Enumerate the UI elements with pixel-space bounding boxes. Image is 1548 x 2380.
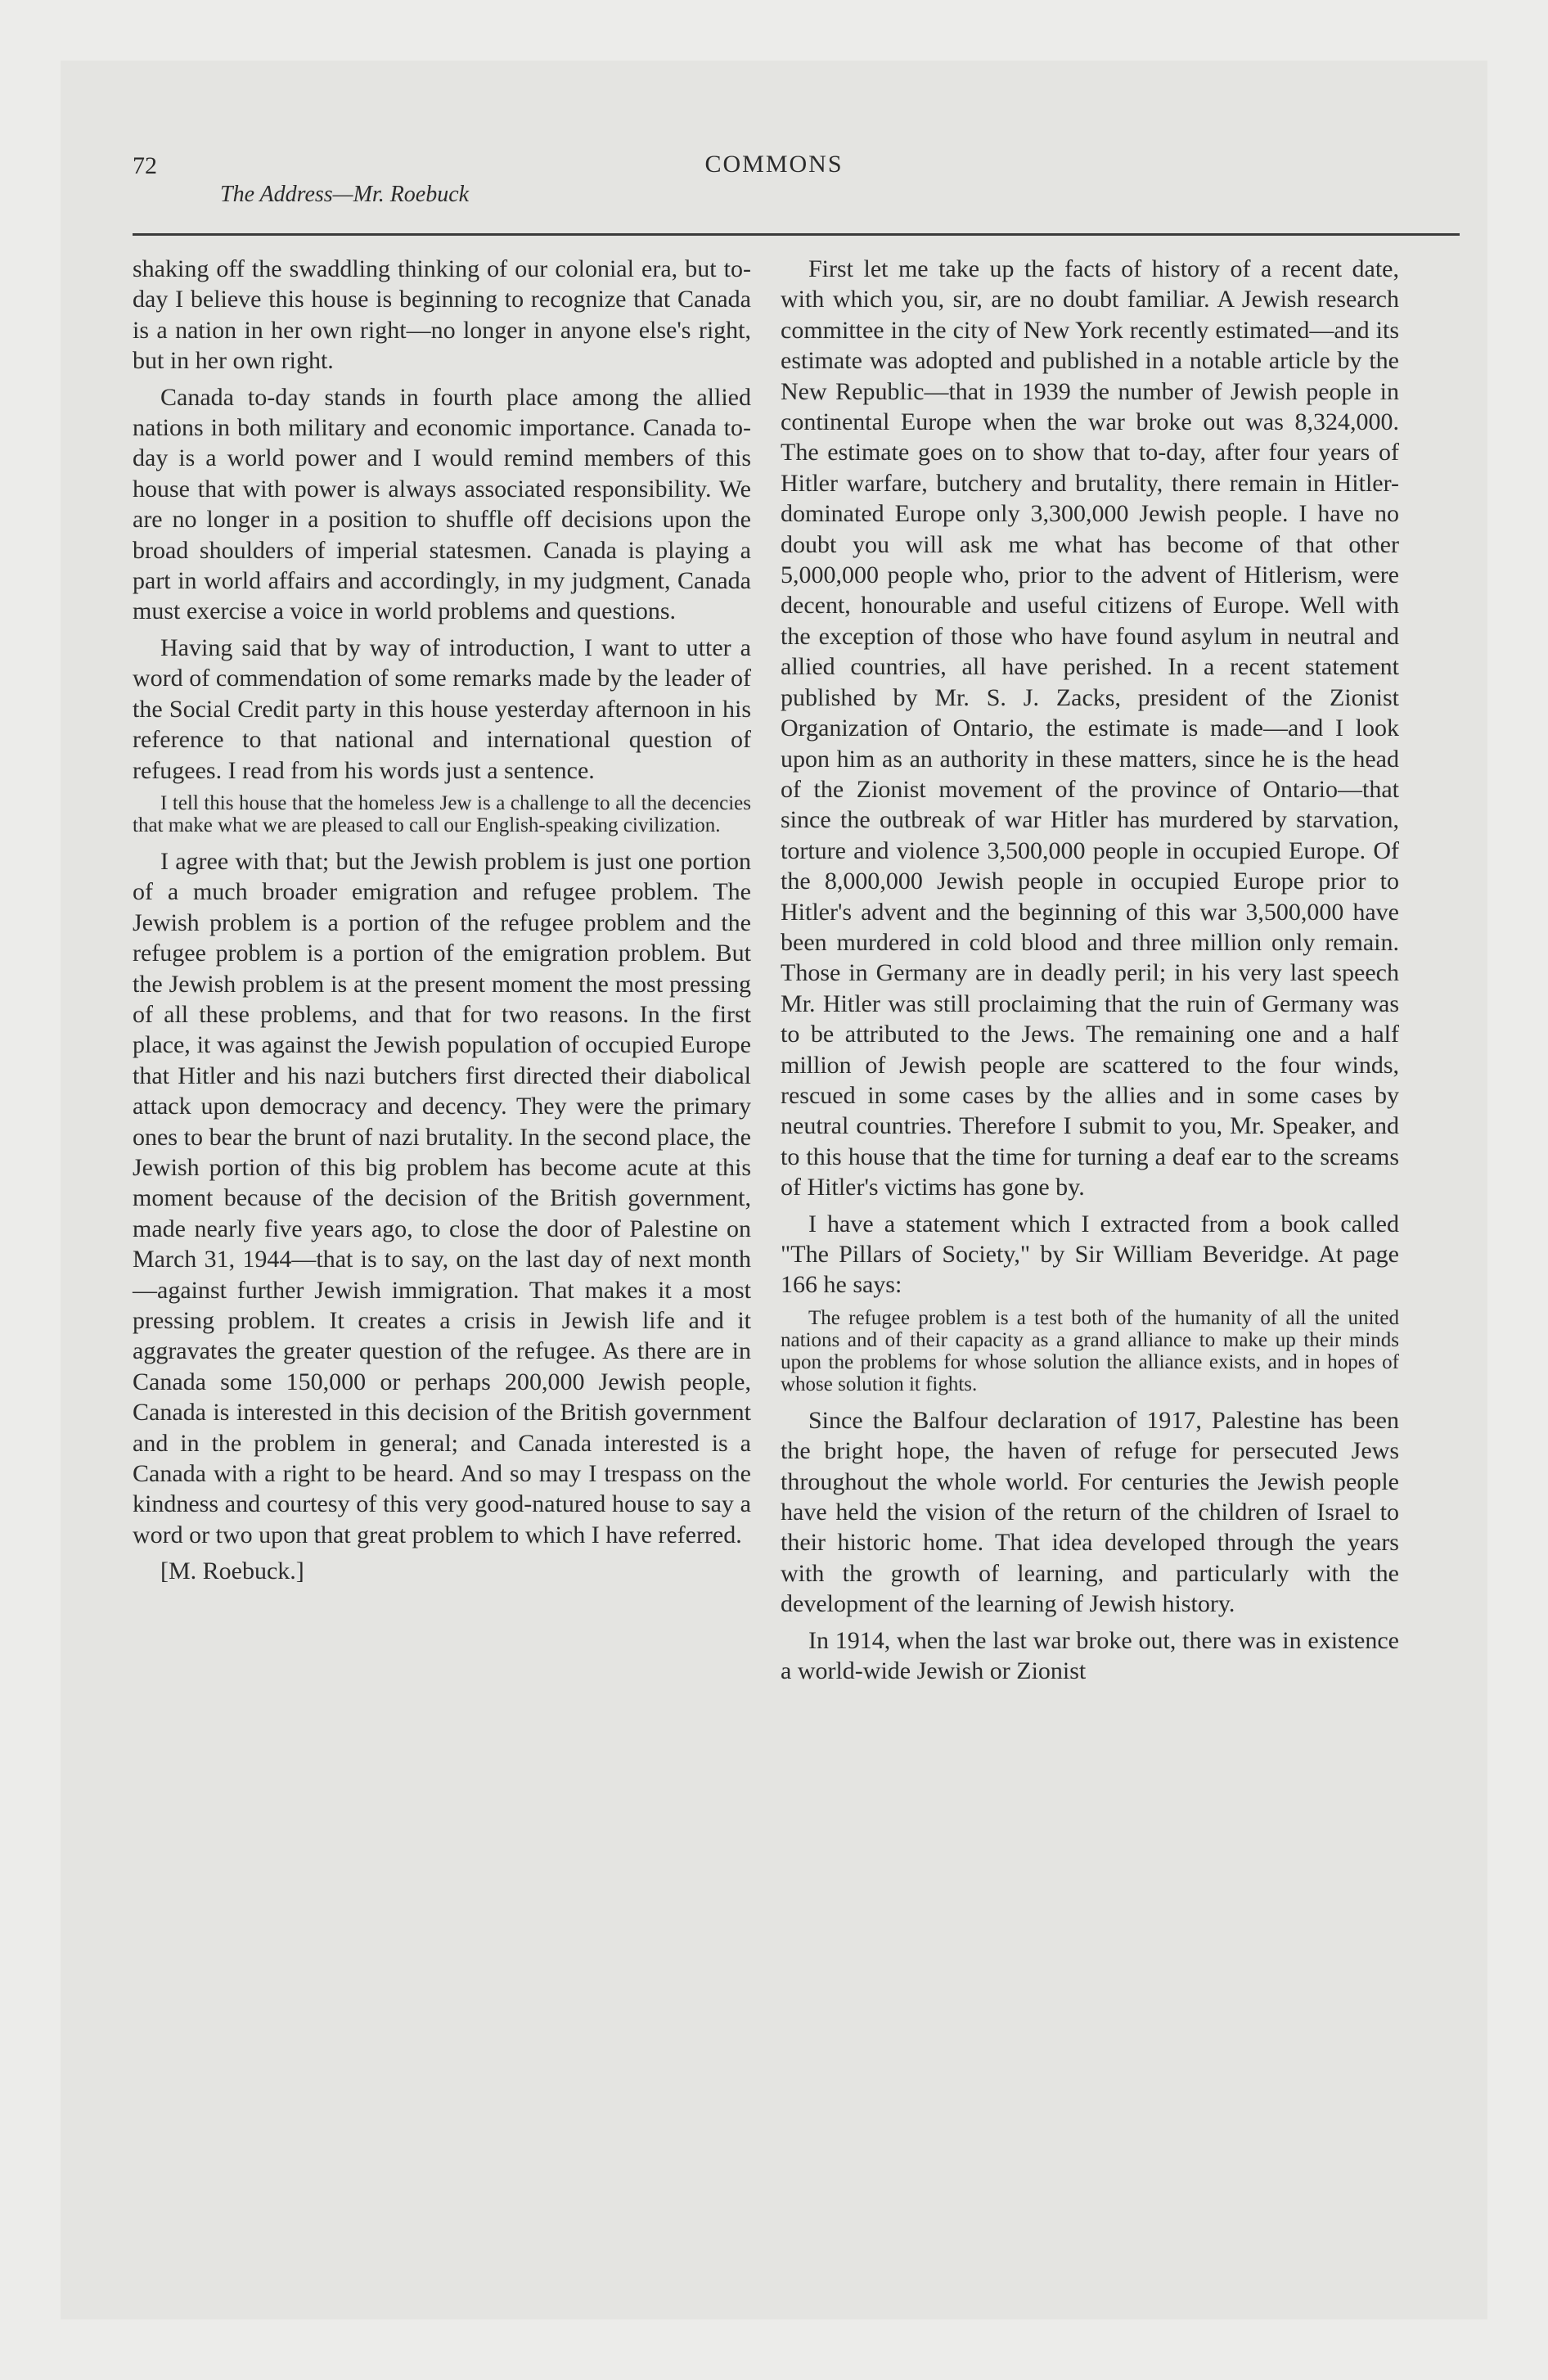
page-number: 72 — [133, 152, 157, 179]
paragraph: In 1914, when the last war broke out, there was in existence a world-wide Jewish or Zionist — [781, 1626, 1399, 1685]
paragraph: First let me take up the facts of history of a recent date, with which you, sir, are no doubt familiar. A Jewish research committee in the city of New York recently estimated—and its estimate was adopted and published in a notable article by the New Republic—that in 1939 the number of Jewish people in continental Europe when the war broke out was 8,324,000. The estimate goes on to show that to-day, after four years of Hitler warfare, butchery and brutality, there remain in Hitler-dominated Europe only 3,300,000 Jewish people. I have no doubt you will ask me what has become of that other 5,000,000 people who, prior to the advent of Hitlerism, were decent, honourable and useful citizens of Europe. Well with the exception of those who have found asylum in neutral and allied countries, all have perished. In a recent statement published by Mr. S. J. Zacks, president of the Zionist Organization of Ontario, the estimate is made—and I look upon him as an authority in these matters, since he is the head of the Zionist movement of the province of Ontario—that since the outbreak of war Hitler has murdered by starvation, torture and violence 3,500,000 people in occupied Europe. Of the 8,000,000 Jewish people in occupied Europe prior to Hitler's advent and the beginning of this war 3,500,000 have been murdered in cold blood and three million only remain. Those in Germany are in deadly peril; in his very last speech Mr. Hitler was still proclaiming that the ruin of Germany was to be attributed to the Jews. The remaining one and a half million of Jewish people are scattered to the four winds, rescued in some cases by the allies and in some cases by neutral countries. Therefore I submit to you, Mr. Speaker, and to this house that the time for turning a deaf ear to the screams of Hitler's victims has gone by. — [781, 255, 1399, 1201]
quote-text: The refugee problem is a test both of the humanity of all the united nations and of their capacity as a grand alliance to make up their minds upon the problems for whose solution the alliance exists, and in hopes of whose solution it fights. — [781, 1306, 1399, 1395]
running-head: The Address—Mr. Roebuck — [220, 182, 470, 207]
block-quote — [781, 1307, 1399, 1395]
header-rule — [133, 233, 1460, 236]
paragraph: Since the Balfour declaration of 1917, Palestine has been the bright hope, the haven of refuge for persecuted Jews throughout the whole world. For centuries the Jewish people have held the vision of the return of the children of Israel to their historic home. That idea developed through the years with the growth of learning, and particularly with the development of the learning of Jewish history. — [781, 1406, 1399, 1618]
section-title: COMMONS — [704, 151, 844, 178]
right-column — [781, 254, 1399, 1692]
quote-text: I tell this house that the homeless Jew is a challenge to all the decencies that make what we are pleased to call our English-speaking civilization. — [133, 791, 751, 836]
paragraph: Canada to-day stands in fourth place among the allied nations in both military and economic importance. Canada to-day is a world power and I would remind members of this house that with power is always associated responsibility. We are no longer in a position to shuffle off decisions upon the broad shoulders of imperial statesmen. Canada is playing a part in world affairs and accordingly, in my judgment, Canada must exercise a voice in world problems and questions. — [133, 383, 751, 625]
scanned-page — [61, 61, 1487, 2319]
left-column — [133, 254, 751, 1593]
paragraph: I agree with that; but the Jewish problem is just one portion of a much broader emigration and refugee problem. The Jewish problem is a portion of the refugee problem and the refugee problem is a portion of the emigration problem. But the Jewish problem is at the present moment the most pressing of all these problems, and that for two reasons. In the first place, it was against the Jewish population of occupied Europe that Hitler and his nazi butchers first directed their diabolical attack upon democracy and decency. They were the primary ones to bear the brunt of nazi brutality. In the second place, the Jewish portion of this big problem has become acute at this moment because of the decision of the British government, made nearly five years ago, to close the door of Palestine on March 31, 1944—that is to say, on the last day of next month—against further Jewish immigration. That makes it a most pressing problem. It creates a crisis in Jewish life and it aggravates the greater question of the refugee. As there are in Canada some 150,000 or perhaps 200,000 Jewish people, Canada is interested in this decision of the British government and in the problem in general; and Canada interested is a Canada with a right to be heard. And so may I trespass on the kindness and courtesy of this very good-natured house to say a word or two upon that great problem to which I have referred. — [133, 847, 751, 1548]
paragraph: Having said that by way of introduction, I want to utter a word of commendation of some remarks made by the leader of the Social Credit party in this house yesterday afternoon in his reference to that national and international question of refugees. I read from his words just a sentence. — [133, 633, 751, 784]
block-quote — [133, 792, 751, 836]
speaker-signature: [M. Roebuck.] — [160, 1557, 304, 1585]
page-header — [61, 61, 1487, 241]
paragraph: shaking off the swaddling thinking of our colonial era, but to-day I believe this house is beginning to recognize that Canada is a nation in her own right—no longer in anyone else's right, but in her own right. — [133, 255, 751, 375]
paragraph: I have a statement which I extracted from a book called "The Pillars of Society," by Sir William Beveridge. At page 166 he says: — [781, 1210, 1399, 1299]
